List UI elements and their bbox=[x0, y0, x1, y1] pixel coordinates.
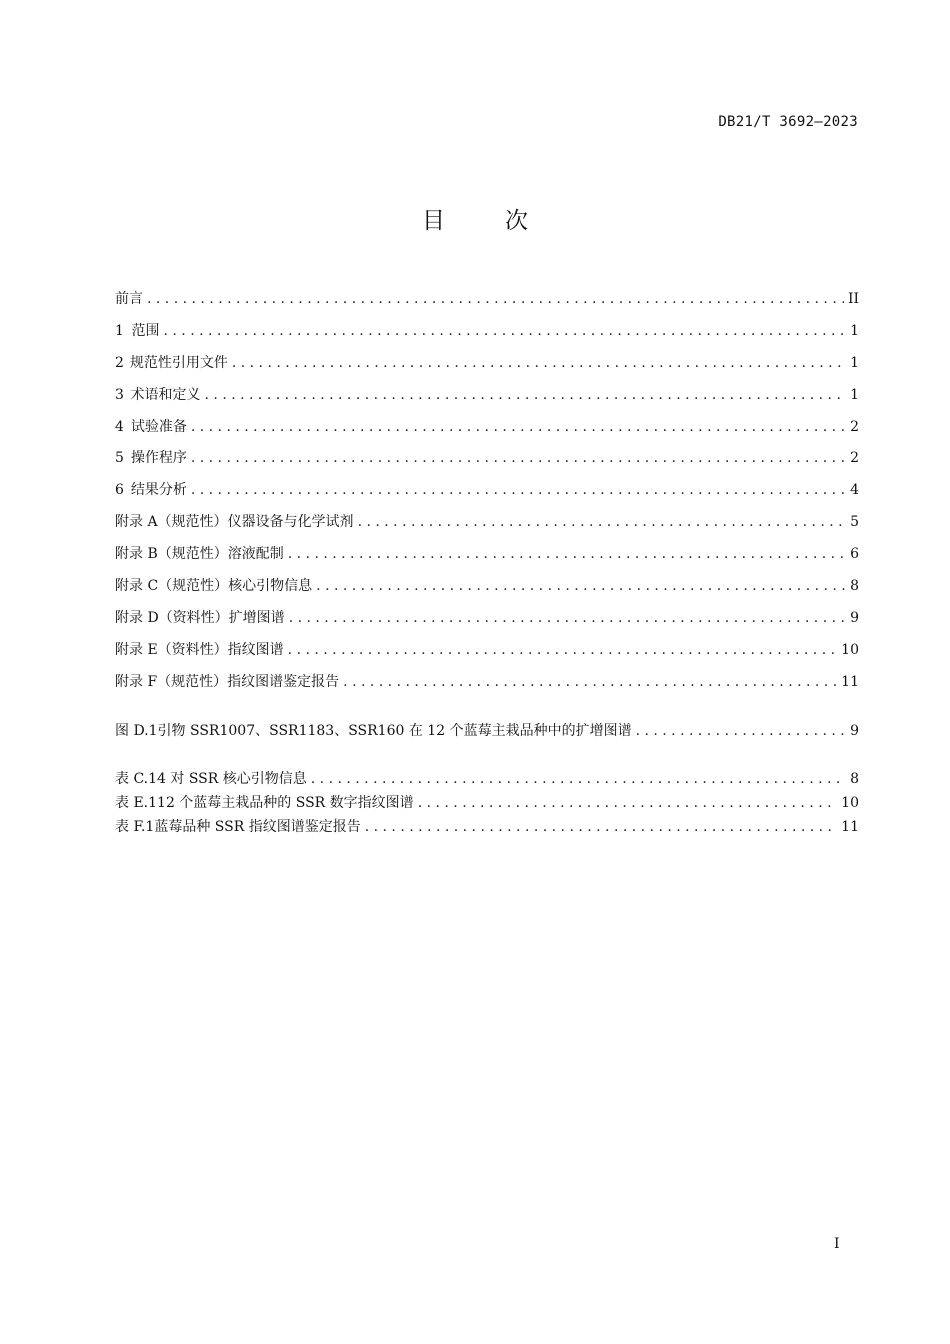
toc-entry-label: 结果分析 bbox=[130, 482, 187, 499]
toc-entry-page: 5 bbox=[850, 514, 859, 531]
toc-entry-page: 9 bbox=[850, 723, 859, 739]
toc-entry-label: 指纹图谱 bbox=[227, 641, 284, 658]
toc-main-section bbox=[115, 288, 859, 703]
toc-entry-prefix: 附录 D（资料性） bbox=[115, 609, 229, 626]
toc-entry-page: 10 bbox=[841, 795, 859, 811]
toc-entry-label: 试验准备 bbox=[130, 418, 187, 435]
toc-leader-dots bbox=[164, 323, 847, 339]
toc-entry-number: 5 bbox=[115, 450, 124, 467]
toc-entry-page: 9 bbox=[850, 609, 859, 626]
toc-entry-label: 引物 SSR1007、SSR1183、SSR160 在 12 个蓝莓主栽品种中的扩增图谱 bbox=[157, 723, 632, 739]
toc-entry-label: 12 个蓝莓主栽品种的 SSR 数字指纹图谱 bbox=[157, 795, 414, 811]
toc-leader-dots bbox=[311, 771, 846, 787]
toc-entry-scope[interactable] bbox=[115, 320, 859, 352]
toc-entry-prefix: 图 D.1 bbox=[115, 723, 158, 739]
toc-entry-prefix: 附录 E（资料性） bbox=[115, 641, 228, 658]
toc-entry-label: 规范性引用文件 bbox=[129, 354, 228, 371]
toc-entry-prefix: 附录 A（规范性） bbox=[115, 514, 228, 531]
toc-leader-dots bbox=[191, 482, 846, 498]
toc-entry-normative-references[interactable] bbox=[115, 352, 859, 384]
toc-entry-label: 4 对 SSR 核心引物信息 bbox=[157, 771, 307, 787]
toc-entry-label: 范围 bbox=[131, 322, 160, 339]
toc-entry-prefix: 表 F.1 bbox=[115, 819, 155, 835]
toc-leader-dots bbox=[147, 291, 844, 307]
toc-entry-appendix-e[interactable] bbox=[115, 639, 859, 671]
toc-entry-appendix-b[interactable] bbox=[115, 543, 859, 575]
toc-entry-label: 蓝莓品种 SSR 指纹图谱鉴定报告 bbox=[154, 819, 361, 835]
table-list-section bbox=[115, 768, 859, 840]
toc-entry-page: 2 bbox=[850, 450, 859, 467]
toc-entry-appendix-c[interactable] bbox=[115, 575, 859, 607]
toc-leader-dots bbox=[316, 578, 846, 594]
toc-entry-table-c1[interactable] bbox=[115, 768, 859, 792]
toc-entry-prefix: 附录 B（规范性） bbox=[115, 546, 228, 563]
toc-entry-page: 1 bbox=[850, 354, 859, 371]
toc-entry-prefix: 表 E.1 bbox=[115, 795, 158, 811]
toc-leader-dots bbox=[418, 795, 837, 811]
toc-entry-test-preparation[interactable] bbox=[115, 416, 859, 448]
toc-entry-page: 2 bbox=[850, 418, 859, 435]
toc-entry-preface[interactable] bbox=[115, 288, 859, 320]
toc-entry-number: 3 bbox=[115, 386, 124, 403]
toc-entry-appendix-a[interactable] bbox=[115, 511, 859, 543]
toc-entry-table-f1[interactable] bbox=[115, 816, 859, 840]
toc-leader-dots bbox=[343, 674, 837, 690]
toc-leader-dots bbox=[232, 355, 846, 371]
toc-entry-page: 1 bbox=[850, 386, 859, 403]
toc-entry-number: 1 bbox=[115, 322, 124, 339]
toc-entry-label: 前言 bbox=[115, 291, 143, 307]
toc-entry-prefix: 附录 F（规范性） bbox=[115, 673, 228, 690]
toc-entry-page: 6 bbox=[850, 546, 859, 563]
toc-entry-result-analysis[interactable] bbox=[115, 479, 859, 511]
toc-entry-figure-d1[interactable] bbox=[115, 720, 859, 744]
toc-entry-label: 操作程序 bbox=[130, 450, 187, 467]
toc-leader-dots bbox=[205, 387, 847, 403]
toc-entry-label: 核心引物信息 bbox=[228, 578, 313, 595]
toc-entry-label: 溶液配制 bbox=[227, 546, 284, 563]
toc-entry-page: 11 bbox=[841, 819, 859, 835]
toc-entry-label: 指纹图谱鉴定报告 bbox=[227, 673, 340, 690]
toc-leader-dots bbox=[358, 514, 847, 530]
toc-entry-page: 8 bbox=[850, 771, 859, 787]
toc-entry-page: 1 bbox=[850, 322, 859, 339]
document-code: DB21/T 3692—2023 bbox=[718, 114, 858, 130]
toc-entry-table-e1[interactable] bbox=[115, 792, 859, 816]
toc-entry-number: 6 bbox=[115, 482, 124, 499]
toc-entry-page: 11 bbox=[841, 673, 859, 690]
toc-entry-number: 2 bbox=[115, 354, 124, 371]
toc-entry-number: 4 bbox=[115, 418, 124, 435]
toc-entry-appendix-f[interactable] bbox=[115, 671, 859, 703]
toc-leader-dots bbox=[191, 419, 846, 435]
toc-leader-dots bbox=[191, 450, 846, 466]
toc-leader-dots bbox=[288, 546, 846, 562]
toc-entry-page: 8 bbox=[850, 578, 859, 595]
figure-list-section bbox=[115, 720, 859, 744]
toc-entry-prefix: 表 C.1 bbox=[115, 771, 158, 787]
toc-entry-label: 扩增图谱 bbox=[228, 609, 285, 626]
toc-entry-label: 仪器设备与化学试剂 bbox=[227, 514, 354, 531]
toc-entry-prefix: 附录 C（规范性） bbox=[115, 578, 229, 595]
toc-entry-page: II bbox=[847, 291, 859, 307]
toc-entry-page: 4 bbox=[850, 482, 859, 499]
toc-leader-dots bbox=[636, 723, 847, 739]
page-title: 目次 bbox=[422, 208, 588, 234]
toc-leader-dots bbox=[288, 642, 838, 658]
toc-leader-dots bbox=[365, 819, 837, 835]
toc-entry-terms[interactable] bbox=[115, 384, 859, 416]
footer-page-number: I bbox=[834, 1236, 840, 1252]
toc-entry-page: 10 bbox=[841, 641, 859, 658]
toc-entry-appendix-d[interactable] bbox=[115, 607, 859, 639]
toc-leader-dots bbox=[289, 610, 846, 626]
toc-entry-label: 术语和定义 bbox=[130, 386, 201, 403]
toc-entry-procedure[interactable] bbox=[115, 447, 859, 479]
